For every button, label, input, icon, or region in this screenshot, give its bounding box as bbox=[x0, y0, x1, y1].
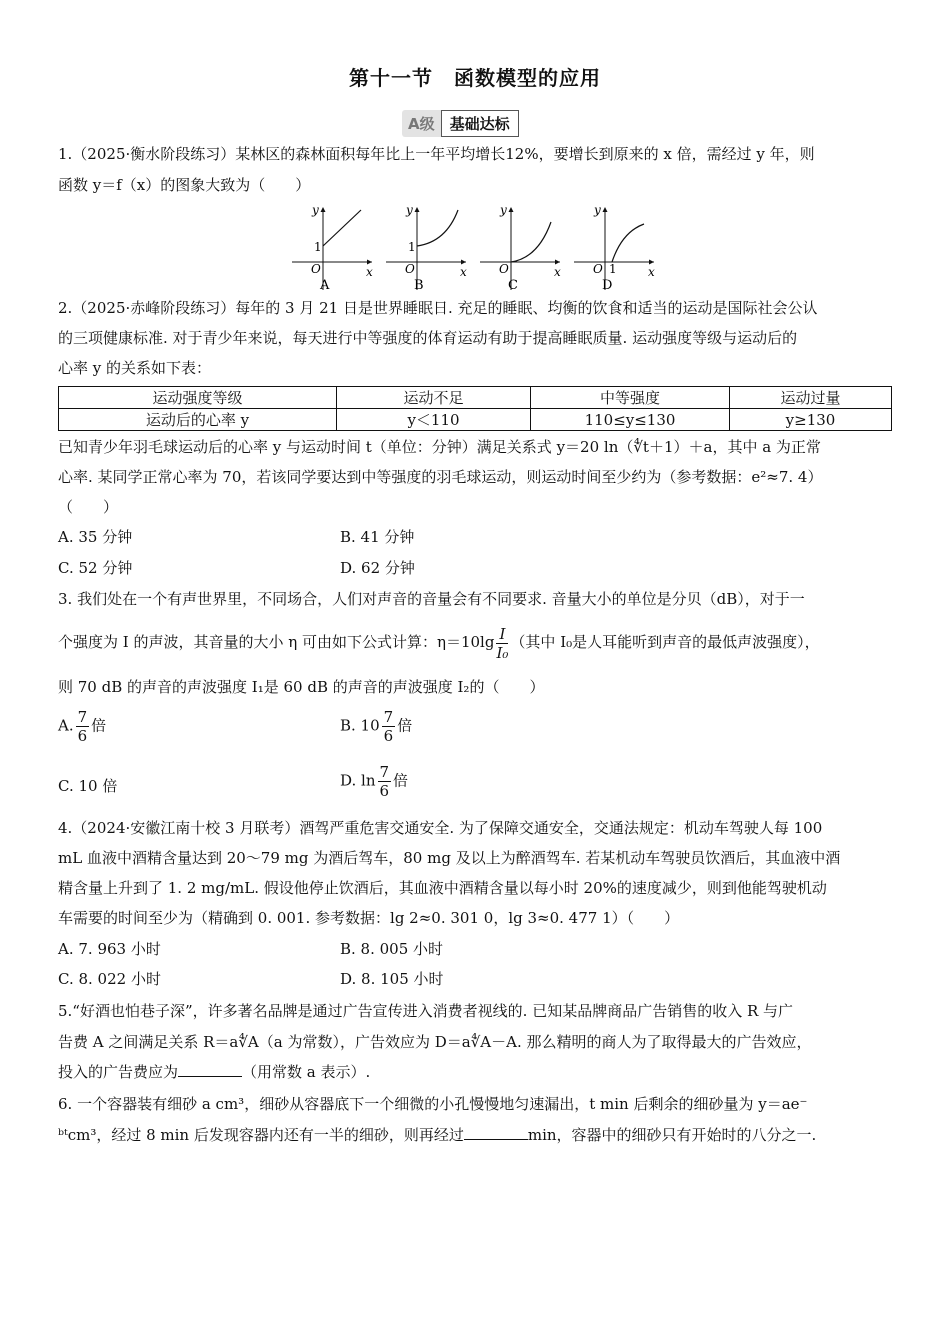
q3-frac-numerator: I bbox=[496, 625, 508, 644]
graph-c-x-arrow bbox=[555, 260, 560, 265]
graph-a-label: A bbox=[320, 278, 330, 293]
q4-line1: 4.（2024·安徽江南十校 3 月联考）酒驾严重危害交通安全. 为了保障交通安全，交通法规定：机动车驾驶人每 100 bbox=[58, 819, 823, 837]
q4-option-d: D. 8. 105 小时 bbox=[340, 970, 444, 988]
q2-line3: 心率 y 的关系如下表： bbox=[58, 359, 212, 377]
q3-option-a-suffix: 倍 bbox=[91, 716, 107, 735]
graph-a-x-arrow bbox=[367, 260, 372, 265]
q5-line3-part1: 投入的广告费应为 bbox=[58, 1063, 179, 1081]
graph-a-one: 1 bbox=[314, 240, 322, 254]
q5-line3-part2: （用常数 a 表示）. bbox=[242, 1063, 371, 1081]
q5-line1: 5.“好酒也怕巷子深”，许多著名品牌是通过广告宣传进入消费者视线的. 已知某品牌商品广告销售的收入 R 与广 bbox=[58, 1002, 794, 1020]
graph-a bbox=[292, 203, 373, 293]
q3-formula-fraction bbox=[496, 625, 508, 662]
q2-line5: 心率. 某同学正常心率为 70，若该同学要达到中等强度的羽毛球运动，则运动时间至少约为（参考数据：e²≈7. 4） bbox=[58, 468, 823, 486]
q3-option-b bbox=[340, 708, 412, 745]
page-title: 第十一节 函数模型的应用 bbox=[349, 66, 601, 90]
q4-line2: mL 血液中酒精含量达到 20～79 mg 为酒后驾车，80 mg 及以上为醉酒驾车. 若某机动车驾驶员饮酒后，其血液中酒 bbox=[58, 849, 841, 867]
table-row bbox=[59, 409, 892, 431]
q3-option-d-prefix: D. ln bbox=[340, 771, 376, 790]
section-name: 基础达标 bbox=[441, 110, 519, 137]
q3-line2 bbox=[58, 620, 898, 664]
q2-line6: （ ） bbox=[58, 498, 119, 516]
graph-a-curve bbox=[323, 210, 361, 246]
section-level: A级 bbox=[402, 110, 441, 137]
graph-b-one: 1 bbox=[408, 240, 416, 254]
q3-option-c: C. 10 倍 bbox=[58, 777, 118, 795]
q3-option-a-den: 6 bbox=[77, 727, 88, 745]
graph-a-origin: O bbox=[311, 262, 321, 276]
graph-d bbox=[574, 203, 655, 293]
table-cell: y＜110 bbox=[337, 409, 531, 431]
q3-option-b-den: 6 bbox=[383, 727, 394, 745]
q3-option-b-suffix: 倍 bbox=[397, 716, 413, 735]
q5-line2: 告费 A 之间满足关系 R＝a∜A（a 为常数），广告效应为 D＝a∜A－A. 那么精明的商人为了取得最大的广告效应， bbox=[58, 1033, 812, 1051]
q4-option-c: C. 8. 022 小时 bbox=[58, 970, 161, 988]
q3-option-b-prefix: B. 10 bbox=[340, 716, 380, 735]
graph-d-one: 1 bbox=[609, 262, 617, 276]
q5-answer-blank bbox=[178, 1062, 242, 1077]
graph-b-x-label: x bbox=[460, 265, 467, 279]
graph-c bbox=[480, 203, 561, 293]
table-header-cell: 运动不足 bbox=[337, 387, 531, 409]
q1-line1: 1.（2025·衡水阶段练习）某林区的森林面积每年比上一年平均增长12%，要增长到原来的 x 倍，需经过 y 年，则 bbox=[58, 145, 815, 163]
q3-line2-part2: （其中 I₀是人耳能听到声音的最低声波强度）， bbox=[510, 633, 820, 651]
graph-c-x-label: x bbox=[554, 265, 561, 279]
q3-line3: 则 70 dB 的声音的声波强度 I₁是 60 dB 的声音的声波强度 I₂的（ ） bbox=[58, 678, 545, 696]
graph-b-curve bbox=[417, 210, 458, 246]
q6-line2 bbox=[58, 1124, 898, 1146]
q3-frac-denominator: I₀ bbox=[496, 643, 509, 662]
q2-option-d: D. 62 分钟 bbox=[340, 559, 415, 577]
table-header-cell: 中等强度 bbox=[531, 387, 730, 409]
graph-a-x-label: x bbox=[366, 265, 373, 279]
q3-option-d-suffix: 倍 bbox=[393, 771, 409, 790]
q4-line3: 精含量上升到了 1. 2 mg/mL. 假设他停止饮酒后，其血液中酒精含量以每小时 20%的速度减少，则到他能驾驶机动 bbox=[58, 879, 827, 897]
q3-line2-part1: 个强度为 I 的声波，其音量的大小 η 可由如下公式计算：η＝10lg bbox=[58, 633, 495, 651]
q3-option-d-fraction bbox=[378, 763, 392, 800]
graph-d-x-arrow bbox=[649, 260, 654, 265]
table-header-cell: 运动过量 bbox=[730, 387, 892, 409]
q2-option-a: A. 35 分钟 bbox=[58, 528, 133, 546]
q2-line2: 的三项健康标准. 对于青少年来说，每天进行中等强度的体育运动有助于提高睡眠质量. 运动强度等级与运动后的 bbox=[58, 329, 798, 347]
graph-b-label: B bbox=[414, 278, 424, 293]
q5-line3 bbox=[58, 1061, 898, 1083]
q3-option-b-num: 7 bbox=[383, 708, 394, 726]
graph-a-y-arrow bbox=[321, 207, 326, 212]
table-header-cell: 运动强度等级 bbox=[59, 387, 337, 409]
table-cell: y≥130 bbox=[730, 409, 892, 431]
graph-b-y-arrow bbox=[415, 207, 420, 212]
graph-d-origin: O bbox=[593, 262, 603, 276]
q2-option-b: B. 41 分钟 bbox=[340, 528, 415, 546]
q6-line2-part2: min，容器中的细砂只有开始时的八分之一. bbox=[527, 1126, 817, 1144]
q3-option-d-num: 7 bbox=[379, 763, 390, 781]
graph-b bbox=[386, 203, 467, 293]
graph-d-curve bbox=[612, 224, 644, 262]
q3-option-a-num: 7 bbox=[77, 708, 88, 726]
q4-option-b: B. 8. 005 小时 bbox=[340, 940, 444, 958]
graph-c-curve bbox=[511, 222, 551, 262]
graph-b-x-arrow bbox=[461, 260, 466, 265]
q3-option-d bbox=[340, 763, 408, 800]
q3-option-b-fraction bbox=[382, 708, 396, 745]
q2-line4: 已知青少年羽毛球运动后的心率 y 与运动时间 t（单位：分钟）满足关系式 y＝20 ln（∜t＋1）＋a，其中 a 为正常 bbox=[58, 438, 821, 456]
q3-option-a-prefix: A. bbox=[58, 716, 74, 735]
graph-c-label: C bbox=[508, 278, 518, 293]
table-header-row bbox=[59, 387, 892, 409]
graph-d-y-label: y bbox=[594, 203, 601, 217]
q3-line1: 3. 我们处在一个有声世界里，不同场合，人们对声音的音量会有不同要求. 音量大小的单位是分贝（dB），对于一 bbox=[58, 590, 805, 608]
q3-option-d-den: 6 bbox=[379, 782, 390, 800]
graph-c-y-label: y bbox=[500, 203, 507, 217]
q6-line1: 6. 一个容器装有细砂 a cm³，细砂从容器底下一个细微的小孔慢慢地匀速漏出，t min 后剩余的细砂量为 y＝ae⁻ bbox=[58, 1095, 808, 1113]
q2-option-c: C. 52 分钟 bbox=[58, 559, 133, 577]
q1-graph-options bbox=[286, 200, 676, 296]
q4-option-a: A. 7. 963 小时 bbox=[58, 940, 161, 958]
table-cell: 运动后的心率 y bbox=[59, 409, 337, 431]
q6-line2-part1: ᵇᵗcm³，经过 8 min 后发现容器内还有一半的细砂，则再经过 bbox=[58, 1126, 464, 1144]
graph-c-y-arrow bbox=[509, 207, 514, 212]
q3-option-a-fraction bbox=[76, 708, 90, 745]
graph-a-y-label: y bbox=[312, 203, 319, 217]
q2-line1: 2.（2025·赤峰阶段练习）每年的 3 月 21 日是世界睡眠日. 充足的睡眠、均衡的饮食和适当的运动是国际社会公认 bbox=[58, 299, 818, 317]
q3-option-a bbox=[58, 708, 106, 745]
section-badge bbox=[402, 110, 519, 136]
table-cell: 110≤y≤130 bbox=[531, 409, 730, 431]
graph-c-origin: O bbox=[499, 262, 509, 276]
graph-b-y-label: y bbox=[406, 203, 413, 217]
graph-d-label: D bbox=[602, 278, 613, 293]
q6-answer-blank bbox=[464, 1125, 528, 1140]
q1-line2: 函数 y＝f（x）的图象大致为（ ） bbox=[58, 176, 311, 194]
heart-rate-table bbox=[58, 386, 892, 431]
graph-d-x-label: x bbox=[648, 265, 655, 279]
q4-line4: 车需要的时间至少为（精确到 0. 001. 参考数据：lg 2≈0. 301 0，lg 3≈0. 477 1）（ ） bbox=[58, 909, 680, 927]
graph-b-origin: O bbox=[405, 262, 415, 276]
graph-d-y-arrow bbox=[603, 207, 608, 212]
